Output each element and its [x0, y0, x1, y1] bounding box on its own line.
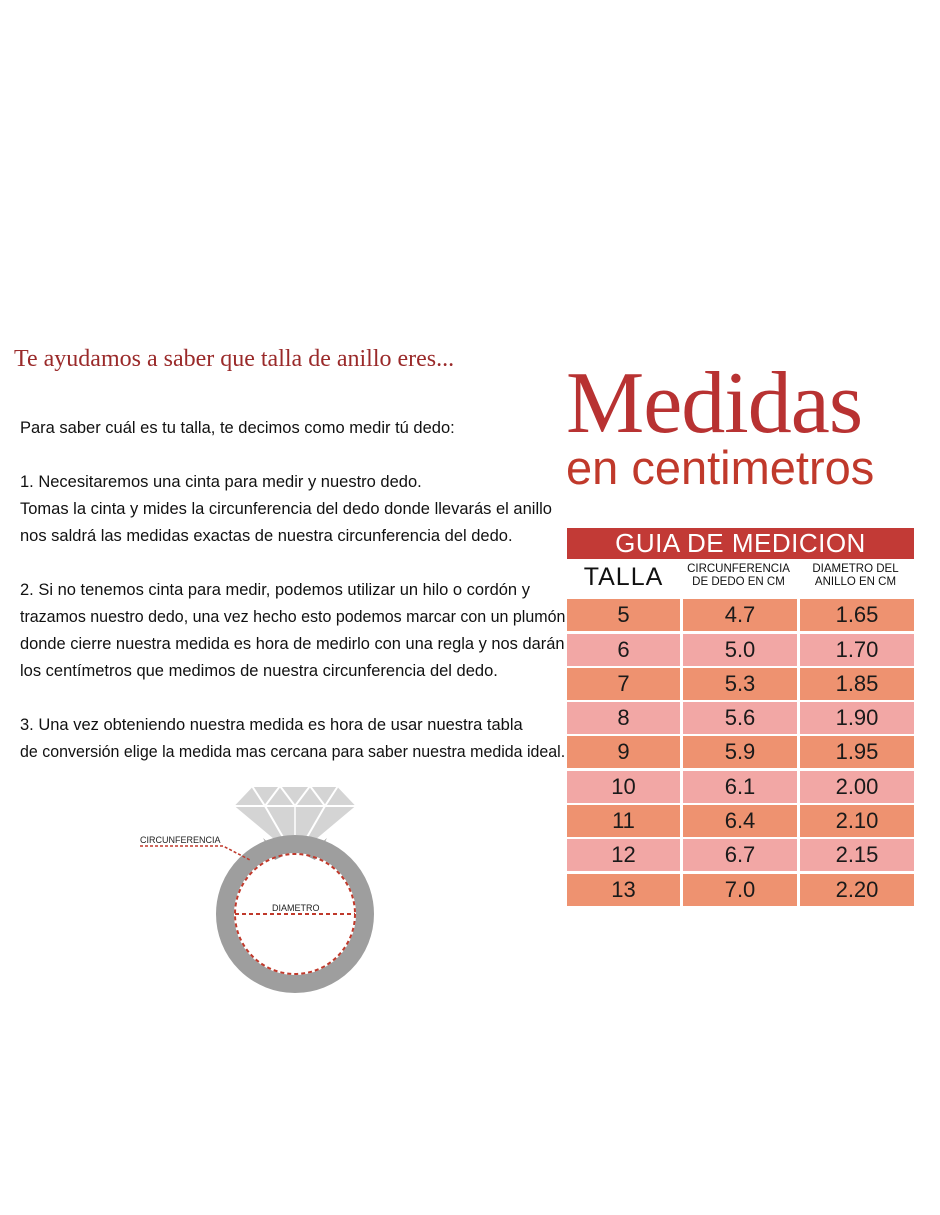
- circumference-cell: 6.4: [683, 805, 797, 837]
- size-cell: 11: [567, 805, 680, 837]
- circumference-cell: 5.9: [683, 736, 797, 768]
- diameter-cell: 1.90: [800, 702, 914, 734]
- diameter-cell: 1.65: [800, 599, 914, 631]
- step1-line: Tomas la cinta y mides la circunferencia del dedo donde llevarás el anillo: [20, 500, 552, 518]
- table-row: [567, 599, 914, 631]
- step2-line: los centímetros que medimos de nuestra circunferencia del dedo.: [20, 662, 498, 680]
- header-size: TALLA: [583, 563, 664, 591]
- size-cell: 5: [567, 599, 680, 631]
- circumference-cell: 5.6: [683, 702, 797, 734]
- brand-title: Medidas: [566, 355, 863, 452]
- table-row: [567, 736, 914, 768]
- table-row: [567, 634, 914, 666]
- step2-line: donde cierre nuestra medida es hora de medirlo con una regla y nos darán: [20, 635, 565, 653]
- diameter-label: DIAMETRO: [272, 903, 320, 913]
- diameter-cell: 1.95: [800, 736, 914, 768]
- table-row: [567, 805, 914, 837]
- table-row: [567, 702, 914, 734]
- table-column-headers: [567, 561, 914, 597]
- diameter-cell: 1.70: [800, 634, 914, 666]
- circumference-cell: 6.7: [683, 839, 797, 871]
- circumference-cell: 5.0: [683, 634, 797, 666]
- size-cell: 8: [567, 702, 680, 734]
- diameter-cell: 2.00: [800, 771, 914, 803]
- diameter-cell: 2.10: [800, 805, 914, 837]
- circumference-leader: [140, 846, 250, 860]
- instructions-text: [20, 415, 565, 766]
- step2-line: trazamos nuestro dedo, una vez hecho esto podemos marcar con un plumón: [20, 608, 566, 626]
- size-cell: 12: [567, 839, 680, 871]
- circumference-cell: 4.7: [683, 599, 797, 631]
- circumference-cell: 7.0: [683, 874, 797, 906]
- size-cell: 7: [567, 668, 680, 700]
- instructions-intro: Para saber cuál es tu talla, te decimos como medir tú dedo:: [20, 419, 455, 437]
- table-row: [567, 668, 914, 700]
- step3-line: 3. Una vez obteniendo nuestra medida es hora de usar nuestra tabla: [20, 716, 523, 734]
- circumference-cell: 5.3: [683, 668, 797, 700]
- header-circumference: CIRCUNFERENCIA DE DEDO EN CM: [687, 563, 790, 588]
- header-diameter: DIAMETRO DEL ANILLO EN CM: [812, 563, 899, 588]
- diameter-cell: 2.20: [800, 874, 914, 906]
- table-row: [567, 839, 914, 871]
- size-cell: 10: [567, 771, 680, 803]
- circumference-cell: 6.1: [683, 771, 797, 803]
- circumference-label: CIRCUNFERENCIA: [140, 835, 221, 845]
- ring-diagram: [135, 778, 395, 998]
- table-title: GUIA DE MEDICION: [567, 528, 914, 559]
- size-cell: 13: [567, 874, 680, 906]
- table-row: [567, 874, 914, 906]
- page-subtitle: Te ayudamos a saber que talla de anillo eres...: [14, 346, 455, 372]
- diameter-cell: 2.15: [800, 839, 914, 871]
- table-row: [567, 771, 914, 803]
- size-cell: 6: [567, 634, 680, 666]
- brand-subtitle: en centimetros: [566, 441, 875, 494]
- step1-line: 1. Necesitaremos una cinta para medir y nuestro dedo.: [20, 473, 422, 491]
- size-cell: 9: [567, 736, 680, 768]
- step3-line: de conversión elige la medida mas cercana para saber nuestra medida ideal.: [20, 743, 566, 761]
- size-guide-table: [567, 528, 914, 906]
- step2-line: 2. Si no tenemos cinta para medir, podemos utilizar un hilo o cordón y: [20, 581, 530, 599]
- diameter-cell: 1.85: [800, 668, 914, 700]
- step1-line: nos saldrá las medidas exactas de nuestra circunferencia del dedo.: [20, 527, 513, 545]
